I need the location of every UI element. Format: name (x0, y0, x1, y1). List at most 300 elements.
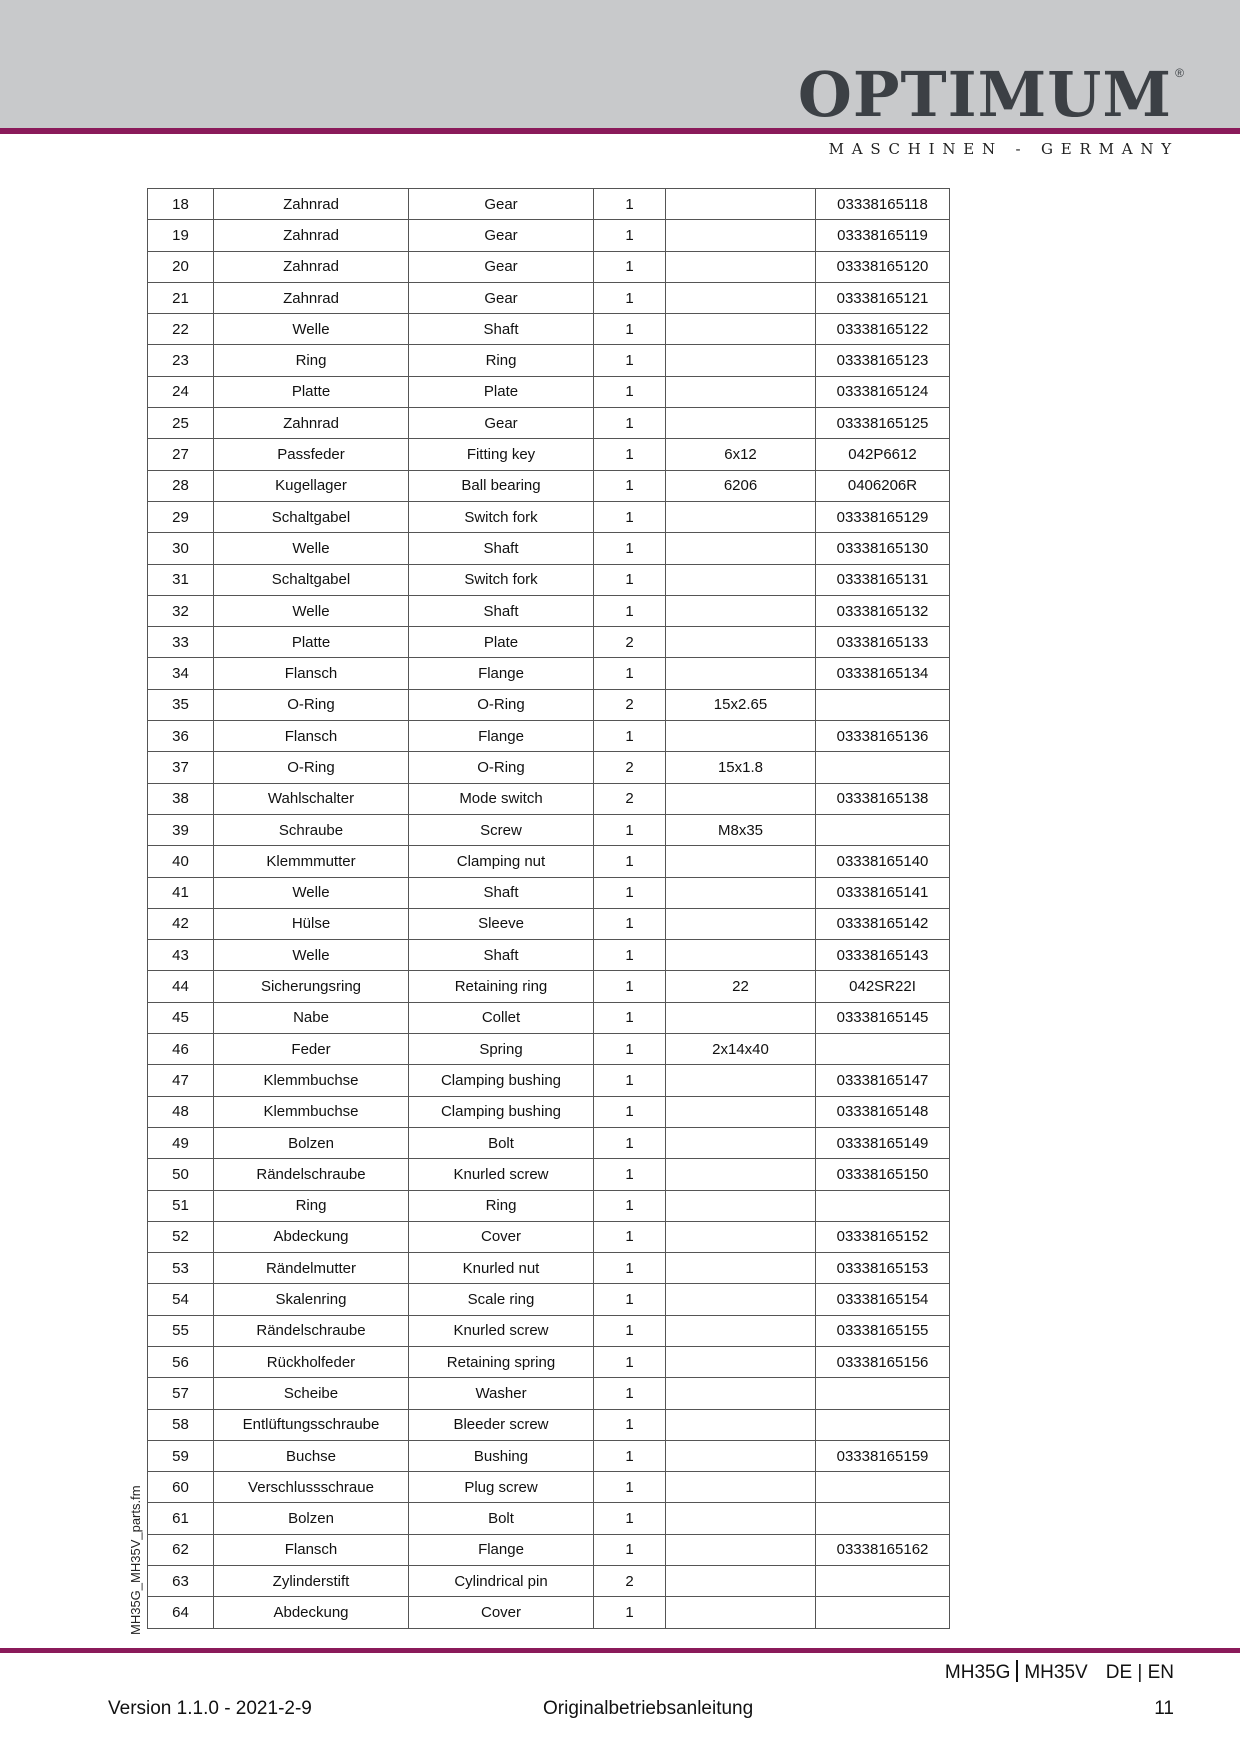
registered-mark: ® (1175, 66, 1184, 80)
footer-model-line (945, 1660, 1174, 1684)
logo-wordmark: OPTIMUM (797, 58, 1172, 131)
part-size (666, 1284, 816, 1315)
part-name-de: Wahlschalter (214, 783, 409, 814)
part-size (666, 940, 816, 971)
table-row (148, 1034, 950, 1065)
part-name-en: Clamping nut (409, 846, 594, 877)
part-name-de: Rändelschraube (214, 1159, 409, 1190)
part-size (666, 1315, 816, 1346)
part-quantity: 1 (594, 220, 666, 251)
part-quantity: 1 (594, 1472, 666, 1503)
part-quantity: 1 (594, 1284, 666, 1315)
table-row (148, 1566, 950, 1597)
part-quantity: 1 (594, 1378, 666, 1409)
part-name-en: Bleeder screw (409, 1409, 594, 1440)
part-name-en: Gear (409, 251, 594, 282)
part-article-number: 03338165133 (816, 627, 950, 658)
parts-table (147, 188, 950, 1629)
part-quantity: 1 (594, 408, 666, 439)
part-size (666, 564, 816, 595)
part-position: 25 (148, 408, 214, 439)
part-name-de: O-Ring (214, 689, 409, 720)
part-position: 53 (148, 1253, 214, 1284)
part-size (666, 1253, 816, 1284)
part-quantity: 1 (594, 908, 666, 939)
part-name-de: Rändelschraube (214, 1315, 409, 1346)
part-position: 42 (148, 908, 214, 939)
part-article-number: 03338165125 (816, 408, 950, 439)
table-row (148, 1284, 950, 1315)
part-quantity: 1 (594, 1127, 666, 1158)
part-size (666, 1096, 816, 1127)
part-name-en: Washer (409, 1378, 594, 1409)
part-name-en: Knurled screw (409, 1315, 594, 1346)
table-row (148, 1221, 950, 1252)
part-position: 62 (148, 1534, 214, 1565)
part-name-de: Welle (214, 533, 409, 564)
part-name-en: Switch fork (409, 564, 594, 595)
part-position: 57 (148, 1378, 214, 1409)
part-name-en: Knurled nut (409, 1253, 594, 1284)
part-article-number (816, 1503, 950, 1534)
part-article-number: 03338165155 (816, 1315, 950, 1346)
part-position: 41 (148, 877, 214, 908)
part-name-de: Skalenring (214, 1284, 409, 1315)
part-position: 34 (148, 658, 214, 689)
part-name-en: Cover (409, 1597, 594, 1628)
part-position: 29 (148, 501, 214, 532)
part-quantity: 1 (594, 1221, 666, 1252)
part-article-number: 03338165142 (816, 908, 950, 939)
part-position: 54 (148, 1284, 214, 1315)
part-name-de: Schaltgabel (214, 564, 409, 595)
part-name-en: Collet (409, 1002, 594, 1033)
part-name-de: Kugellager (214, 470, 409, 501)
table-row (148, 1253, 950, 1284)
part-quantity: 1 (594, 1002, 666, 1033)
part-size (666, 721, 816, 752)
part-size: 15x2.65 (666, 689, 816, 720)
part-article-number: 03338165132 (816, 595, 950, 626)
part-quantity: 1 (594, 1409, 666, 1440)
part-quantity: 1 (594, 721, 666, 752)
part-quantity: 1 (594, 1440, 666, 1471)
language-indicator: DE | EN (1105, 1662, 1174, 1683)
part-name-en: Knurled screw (409, 1159, 594, 1190)
part-position: 31 (148, 564, 214, 595)
table-row (148, 846, 950, 877)
table-row (148, 940, 950, 971)
table-row (148, 627, 950, 658)
part-position: 44 (148, 971, 214, 1002)
part-size (666, 846, 816, 877)
part-name-en: Flange (409, 721, 594, 752)
part-name-de: Platte (214, 376, 409, 407)
part-name-en: Plate (409, 627, 594, 658)
table-row (148, 1065, 950, 1096)
part-size (666, 595, 816, 626)
part-name-de: Zahnrad (214, 408, 409, 439)
file-name-label: MH35G_MH35V_parts.fm (128, 1485, 143, 1635)
model-mh35v: MH35V (1024, 1662, 1088, 1683)
part-quantity: 1 (594, 1159, 666, 1190)
part-name-en: Clamping bushing (409, 1096, 594, 1127)
part-position: 47 (148, 1065, 214, 1096)
table-row (148, 783, 950, 814)
table-row (148, 1315, 950, 1346)
part-article-number: 03338165134 (816, 658, 950, 689)
part-position: 20 (148, 251, 214, 282)
table-row (148, 1409, 950, 1440)
part-article-number: 042SR22I (816, 971, 950, 1002)
part-quantity: 1 (594, 533, 666, 564)
table-row (148, 1002, 950, 1033)
part-quantity: 1 (594, 1503, 666, 1534)
part-size (666, 533, 816, 564)
part-quantity: 1 (594, 251, 666, 282)
part-name-de: Ring (214, 345, 409, 376)
part-quantity: 1 (594, 1534, 666, 1565)
part-size (666, 189, 816, 220)
part-size (666, 282, 816, 313)
part-quantity: 2 (594, 1566, 666, 1597)
part-size (666, 1440, 816, 1471)
part-name-de: Zahnrad (214, 251, 409, 282)
part-position: 55 (148, 1315, 214, 1346)
part-size (666, 1472, 816, 1503)
table-row (148, 1472, 950, 1503)
table-row (148, 1503, 950, 1534)
part-quantity: 1 (594, 1253, 666, 1284)
table-row (148, 345, 950, 376)
part-quantity: 1 (594, 1190, 666, 1221)
part-name-en: Shaft (409, 314, 594, 345)
part-quantity: 1 (594, 501, 666, 532)
part-article-number: 03338165120 (816, 251, 950, 282)
part-name-en: Flange (409, 1534, 594, 1565)
footer-accent-rule (0, 1648, 1240, 1653)
part-quantity: 1 (594, 189, 666, 220)
part-size (666, 783, 816, 814)
table-row (148, 1096, 950, 1127)
table-row (148, 470, 950, 501)
part-size: 6206 (666, 470, 816, 501)
part-article-number: 042P6612 (816, 439, 950, 470)
part-name-de: Klemmmutter (214, 846, 409, 877)
part-position: 61 (148, 1503, 214, 1534)
part-size (666, 627, 816, 658)
part-quantity: 1 (594, 564, 666, 595)
part-quantity: 1 (594, 877, 666, 908)
part-quantity: 1 (594, 1096, 666, 1127)
part-name-en: Ring (409, 345, 594, 376)
part-position: 30 (148, 533, 214, 564)
part-name-de: Welle (214, 877, 409, 908)
part-name-en: Gear (409, 189, 594, 220)
part-size (666, 1065, 816, 1096)
table-row (148, 721, 950, 752)
part-article-number (816, 1034, 950, 1065)
part-size (666, 376, 816, 407)
part-name-en: Gear (409, 408, 594, 439)
part-name-de: Bolzen (214, 1503, 409, 1534)
part-name-en: Screw (409, 814, 594, 845)
part-size (666, 1503, 816, 1534)
part-name-en: Bushing (409, 1440, 594, 1471)
part-name-de: Zylinderstift (214, 1566, 409, 1597)
part-quantity: 1 (594, 1065, 666, 1096)
part-name-de: Klemmbuchse (214, 1096, 409, 1127)
part-quantity: 1 (594, 376, 666, 407)
part-name-en: Gear (409, 282, 594, 313)
part-size: 15x1.8 (666, 752, 816, 783)
part-name-en: Plug screw (409, 1472, 594, 1503)
part-position: 28 (148, 470, 214, 501)
part-article-number: 03338165124 (816, 376, 950, 407)
part-position: 37 (148, 752, 214, 783)
part-name-de: Welle (214, 595, 409, 626)
part-article-number: 03338165122 (816, 314, 950, 345)
part-name-en: Shaft (409, 940, 594, 971)
table-row (148, 1440, 950, 1471)
part-name-en: Scale ring (409, 1284, 594, 1315)
part-position: 49 (148, 1127, 214, 1158)
logo-tagline: MASCHINEN - GERMANY (828, 140, 1179, 158)
table-row (148, 1346, 950, 1377)
part-name-de: Feder (214, 1034, 409, 1065)
part-name-en: Flange (409, 658, 594, 689)
part-article-number (816, 752, 950, 783)
model-separator (1016, 1660, 1018, 1682)
part-article-number (816, 1378, 950, 1409)
part-quantity: 1 (594, 1315, 666, 1346)
part-position: 35 (148, 689, 214, 720)
table-row (148, 1159, 950, 1190)
part-quantity: 1 (594, 282, 666, 313)
part-name-de: Welle (214, 940, 409, 971)
part-name-en: O-Ring (409, 689, 594, 720)
table-row (148, 533, 950, 564)
part-name-en: Shaft (409, 595, 594, 626)
part-size (666, 908, 816, 939)
part-position: 60 (148, 1472, 214, 1503)
part-name-de: Zahnrad (214, 282, 409, 313)
document-title: Originalbetriebsanleitung (543, 1698, 754, 1719)
table-row (148, 814, 950, 845)
part-article-number: 03338165141 (816, 877, 950, 908)
part-position: 32 (148, 595, 214, 626)
part-article-number: 03338165145 (816, 1002, 950, 1033)
part-position: 45 (148, 1002, 214, 1033)
part-name-de: Welle (214, 314, 409, 345)
part-article-number (816, 1190, 950, 1221)
table-row (148, 501, 950, 532)
part-article-number (816, 1566, 950, 1597)
part-name-de: Passfeder (214, 439, 409, 470)
part-size (666, 314, 816, 345)
part-name-de: Rückholfeder (214, 1346, 409, 1377)
table-row (148, 658, 950, 689)
table-row (148, 314, 950, 345)
part-name-de: Schaltgabel (214, 501, 409, 532)
table-row (148, 1597, 950, 1628)
part-position: 51 (148, 1190, 214, 1221)
part-quantity: 1 (594, 470, 666, 501)
part-article-number (816, 1597, 950, 1628)
part-name-de: Zahnrad (214, 189, 409, 220)
part-article-number: 03338165149 (816, 1127, 950, 1158)
table-row (148, 564, 950, 595)
table-row (148, 220, 950, 251)
part-quantity: 2 (594, 783, 666, 814)
part-article-number: 0406206R (816, 470, 950, 501)
optimum-logo (797, 58, 1184, 158)
part-name-en: Fitting key (409, 439, 594, 470)
part-size (666, 658, 816, 689)
part-position: 24 (148, 376, 214, 407)
part-size (666, 408, 816, 439)
table-row (148, 752, 950, 783)
table-row (148, 908, 950, 939)
part-article-number: 03338165150 (816, 1159, 950, 1190)
table-row (148, 376, 950, 407)
part-quantity: 2 (594, 627, 666, 658)
part-quantity: 2 (594, 689, 666, 720)
part-size (666, 1190, 816, 1221)
part-article-number: 03338165154 (816, 1284, 950, 1315)
part-article-number: 03338165119 (816, 220, 950, 251)
part-name-de: Flansch (214, 721, 409, 752)
part-article-number: 03338165123 (816, 345, 950, 376)
part-name-en: Cylindrical pin (409, 1566, 594, 1597)
part-size (666, 1597, 816, 1628)
part-quantity: 1 (594, 940, 666, 971)
part-position: 21 (148, 282, 214, 313)
part-article-number: 03338165148 (816, 1096, 950, 1127)
part-article-number: 03338165130 (816, 533, 950, 564)
part-name-en: Clamping bushing (409, 1065, 594, 1096)
part-quantity: 1 (594, 971, 666, 1002)
part-position: 48 (148, 1096, 214, 1127)
part-size (666, 1409, 816, 1440)
part-article-number: 03338165136 (816, 721, 950, 752)
part-name-en: Gear (409, 220, 594, 251)
part-article-number: 03338165143 (816, 940, 950, 971)
part-name-en: Ring (409, 1190, 594, 1221)
part-article-number: 03338165121 (816, 282, 950, 313)
part-name-de: Nabe (214, 1002, 409, 1033)
part-size (666, 1159, 816, 1190)
part-quantity: 1 (594, 314, 666, 345)
part-position: 19 (148, 220, 214, 251)
part-name-de: Flansch (214, 1534, 409, 1565)
part-quantity: 1 (594, 1597, 666, 1628)
part-position: 46 (148, 1034, 214, 1065)
part-article-number: 03338165118 (816, 189, 950, 220)
part-size (666, 877, 816, 908)
part-position: 58 (148, 1409, 214, 1440)
part-size: 22 (666, 971, 816, 1002)
part-article-number: 03338165131 (816, 564, 950, 595)
part-article-number (816, 1409, 950, 1440)
part-name-de: Abdeckung (214, 1597, 409, 1628)
part-position: 56 (148, 1346, 214, 1377)
part-name-en: Spring (409, 1034, 594, 1065)
part-article-number: 03338165152 (816, 1221, 950, 1252)
part-position: 22 (148, 314, 214, 345)
part-position: 36 (148, 721, 214, 752)
part-name-en: Retaining ring (409, 971, 594, 1002)
part-name-en: Mode switch (409, 783, 594, 814)
part-size (666, 1534, 816, 1565)
part-size (666, 1127, 816, 1158)
part-name-de: Scheibe (214, 1378, 409, 1409)
part-article-number: 03338165138 (816, 783, 950, 814)
part-name-en: Bolt (409, 1503, 594, 1534)
part-position: 43 (148, 940, 214, 971)
part-name-de: Abdeckung (214, 1221, 409, 1252)
part-quantity: 1 (594, 1346, 666, 1377)
table-row (148, 251, 950, 282)
table-row (148, 408, 950, 439)
part-position: 39 (148, 814, 214, 845)
part-name-de: Ring (214, 1190, 409, 1221)
part-name-en: Retaining spring (409, 1346, 594, 1377)
table-row (148, 1378, 950, 1409)
part-name-en: Switch fork (409, 501, 594, 532)
table-row (148, 439, 950, 470)
part-size (666, 220, 816, 251)
table-row (148, 282, 950, 313)
part-position: 27 (148, 439, 214, 470)
version-label: Version 1.1.0 - 2021-2-9 (108, 1698, 312, 1719)
table-row (148, 689, 950, 720)
part-name-en: Shaft (409, 533, 594, 564)
table-row (148, 1127, 950, 1158)
part-name-de: Flansch (214, 658, 409, 689)
part-quantity: 1 (594, 658, 666, 689)
part-name-de: Klemmbuchse (214, 1065, 409, 1096)
part-name-en: Ball bearing (409, 470, 594, 501)
table-row (148, 1534, 950, 1565)
model-mh35g: MH35G (944, 1662, 1011, 1683)
part-position: 18 (148, 189, 214, 220)
part-quantity: 1 (594, 846, 666, 877)
part-name-de: Bolzen (214, 1127, 409, 1158)
part-size (666, 501, 816, 532)
part-name-en: Plate (409, 376, 594, 407)
part-name-de: Verschlussschraue (214, 1472, 409, 1503)
page-number: 11 (1154, 1698, 1174, 1719)
part-name-de: Hülse (214, 908, 409, 939)
table-row (148, 189, 950, 220)
part-position: 59 (148, 1440, 214, 1471)
part-size: 6x12 (666, 439, 816, 470)
part-article-number (816, 689, 950, 720)
part-name-en: Cover (409, 1221, 594, 1252)
table-row (148, 595, 950, 626)
part-quantity: 1 (594, 595, 666, 626)
part-quantity: 1 (594, 1034, 666, 1065)
table-row (148, 877, 950, 908)
part-size (666, 251, 816, 282)
table-row (148, 1190, 950, 1221)
part-size (666, 1346, 816, 1377)
part-position: 38 (148, 783, 214, 814)
part-size: 2x14x40 (666, 1034, 816, 1065)
part-name-de: Zahnrad (214, 220, 409, 251)
part-size: M8x35 (666, 814, 816, 845)
